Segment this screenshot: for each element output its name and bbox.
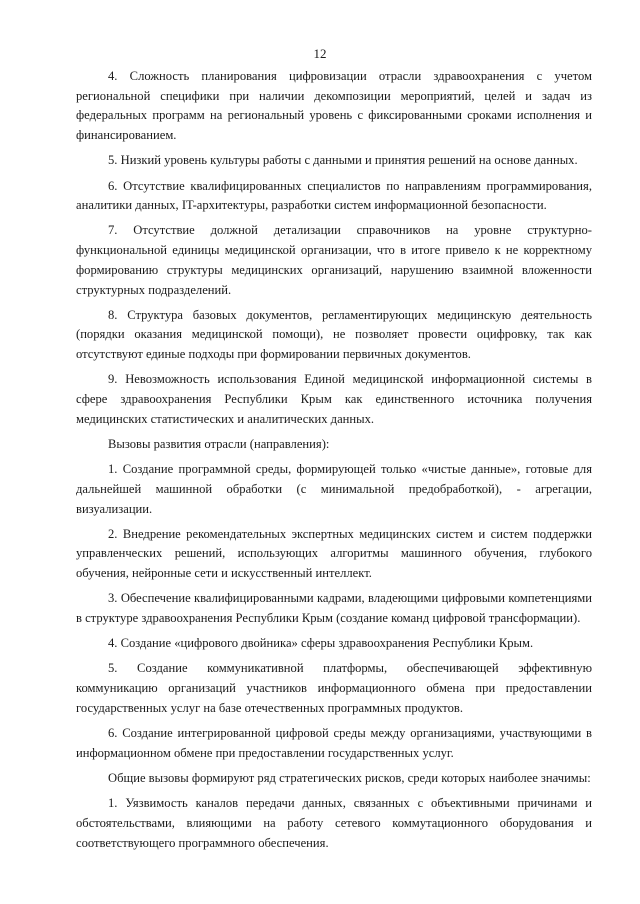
paragraph-problem-8: 8. Структура базовых документов, регламентирующих медицинскую деятельность (порядки оказания медицинской помощи), не позволяет провести оцифровку, так как отсутствуют единые подходы при формировании первичных документов. bbox=[76, 307, 592, 362]
paragraph-problem-5: 5. Низкий уровень культуры работы с данными и принятия решений на основе данных. bbox=[108, 153, 578, 168]
paragraph-challenge-5: 5. Создание коммуникативной платформы, обеспечивающей эффективную коммуникацию организаций участников информационного обмена при предоставлении государственных услуг на базе отечественных программных продуктов. bbox=[76, 661, 592, 715]
paragraph-risk-1: 1. Уязвимость каналов передачи данных, связанных с объективными причинами и обстоятельствами, влияющими на работу сетевого коммутационного оборудования и соответствующего программного обеспечения. bbox=[76, 796, 592, 850]
paragraph-risks-intro: Общие вызовы формируют ряд стратегических рисков, среди которых наиболее значимы: bbox=[108, 771, 591, 785]
paragraph-problem-6: 6. Отсутствие квалифицированных специалистов по направлениям программирования, аналитики данных, IT-архитектуры, разработки систем информационной безопасности. bbox=[76, 178, 592, 213]
section-heading-challenges: Вызовы развития отрасли (направления): bbox=[108, 436, 330, 451]
paragraph-challenge-2: 2. Внедрение рекомендательных экспертных медицинских систем и систем поддержки управленческих решений, использующих алгоритмы машинного обучения, глубокого обучения, нейронные сети и искусственный интеллект. bbox=[76, 526, 592, 581]
paragraph-problem-7: 7. Отсутствие должной детализации справочников на уровне структурно-функциональной единицы медицинской организации, что в итоге привело к не корректному формированию структуры медицинских организаций, нарушению взаимной вложенности структурных подразделений. bbox=[76, 223, 592, 297]
document-body bbox=[76, 67, 592, 859]
paragraph-challenge-6: 6. Создание интегрированной цифровой среды между организациями, участвующими в информационном обмене при предоставлении государственных услуг. bbox=[76, 726, 592, 760]
paragraph-problem-9: 9. Невозможность использования Единой медицинской информационной системы в сфере здравоохранения Республики Крым как единственного источника получения медицинских статистических и аналитических данных. bbox=[76, 372, 592, 426]
page-number: 12 bbox=[313, 46, 327, 61]
paragraph-challenge-1: 1. Создание программной среды, формирующей только «чистые данные», готовые для дальнейшей машинной обработки (с минимальной предобработкой), - агрегации, визуализации. bbox=[76, 462, 592, 516]
paragraph-problem-4: 4. Сложность планирования цифровизации отрасли здравоохранения с учетом региональной специфики при наличии декомпозиции мероприятий, целей и задач из федеральных программ на региональный уровень с фиксированными сроками исполнения и финансированием. bbox=[76, 69, 592, 143]
paragraph-challenge-4: 4. Создание «цифрового двойника» сферы здравоохранения Республики Крым. bbox=[108, 636, 534, 651]
paragraph-challenge-3: 3. Обеспечение квалифицированными кадрами, владеющими цифровыми компетенциями в структуре здравоохранения Республики Крым (создание команд цифровой трансформации). bbox=[76, 591, 592, 626]
